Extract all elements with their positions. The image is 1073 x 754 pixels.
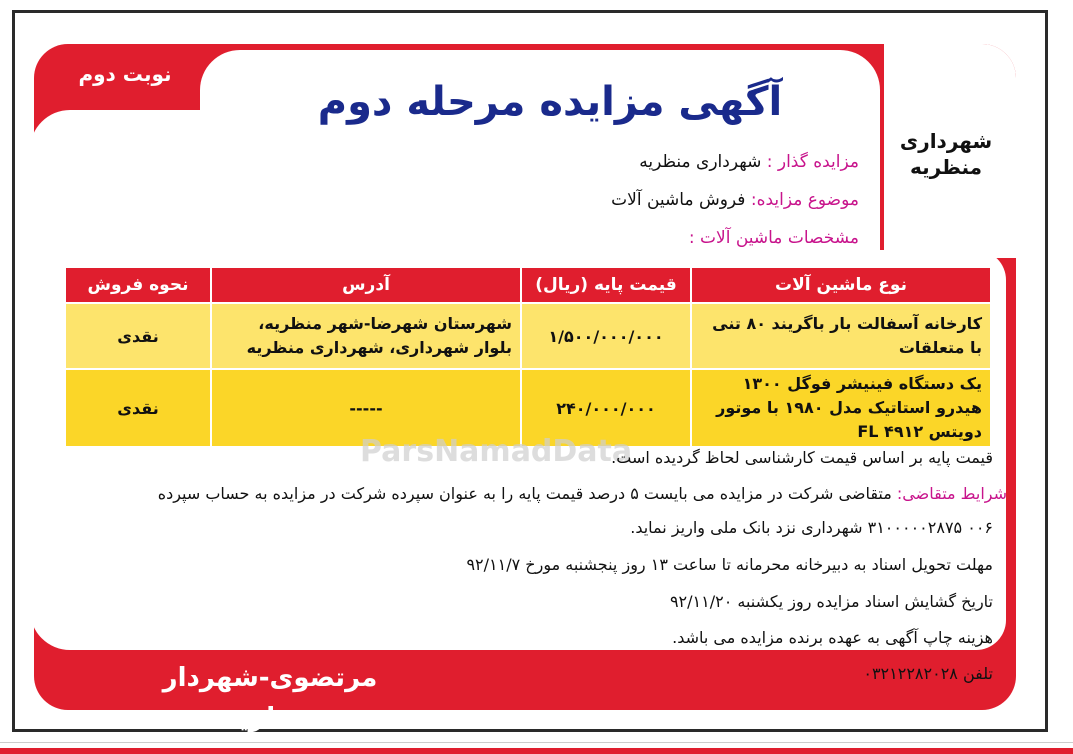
conditions-text: متقاضی شرکت در مزایده می بایست ۵ درصد قیمت پایه را به عنوان سپرده شرکت در مزایده به حساب سپرده <box>157 484 892 503</box>
header-address: آدرس <box>211 267 521 303</box>
base-price-note: قیمت پایه بر اساس قیمت کارشناسی لحاظ گردیده است. <box>611 448 993 467</box>
cell-price: ۱/۵۰۰/۰۰۰/۰۰۰ <box>521 303 691 369</box>
header-sale: نحوه فروش <box>65 267 211 303</box>
machinery-table <box>64 266 992 448</box>
cell-sale: نقدی <box>65 303 211 369</box>
cost-line: هزینه چاپ آگهی به عهده برنده مزایده می باشد. <box>672 628 993 647</box>
municipality-name: شهرداری منظریه <box>899 129 993 179</box>
divider <box>0 742 1073 743</box>
conditions-line <box>158 484 1007 503</box>
page-title: آگهی مزایده مرحله دوم <box>317 79 783 125</box>
cell-sale: نقدی <box>65 369 211 447</box>
conditions-account: ۰۰۶ ۳۱۰۰۰۰۰۲۸۷۵ شهرداری نزد بانک ملی واریز نماید. <box>630 518 993 537</box>
table-row <box>65 303 991 369</box>
subject-value: فروش ماشین آلات <box>611 190 746 210</box>
organizer-value: شهرداری منظریه <box>639 152 762 172</box>
watermark: ParsNamadData <box>360 434 633 469</box>
phone-number: تلفن ۰۳۲۱۲۲۸۲۰۲۸ <box>863 664 993 683</box>
table-header-row <box>65 267 991 303</box>
subject-line <box>611 190 859 210</box>
subject-label: موضوع مزایده: <box>750 190 859 210</box>
organizer-line <box>639 152 859 172</box>
conditions-label: شرایط متقاضی: <box>896 484 1007 503</box>
cell-machine: یک دستگاه فینیشر فوگل ۱۳۰۰ هیدرو استاتیک مدل ۱۹۸۰ با موتور دویتس ۴۹۱۲ FL <box>691 369 991 447</box>
deadline-line: مهلت تحویل اسناد به دبیرخانه محرمانه تا ساعت ۱۳ روز پنجشنبه مورخ ۹۲/۱۱/۷ <box>466 555 993 574</box>
bottom-bar <box>0 748 1073 754</box>
cell-address: ----- <box>211 369 521 447</box>
cell-machine: کارخانه آسفالت بار باگریند ۸۰ تنی با متعلقات <box>691 303 991 369</box>
round-badge: نوبت دوم <box>78 62 172 86</box>
opening-line: تاریخ گشایش اسناد مزایده روز یکشنبه ۹۲/۱۱/۲۰ <box>669 592 993 611</box>
signature: مرتضوی-شهردار منظریه <box>162 663 378 733</box>
organizer-label: مزایده گذار : <box>766 152 859 172</box>
header-price: قیمت پایه (ریال) <box>521 267 691 303</box>
header-machine: نوع ماشین آلات <box>691 267 991 303</box>
cell-price: ۲۴۰/۰۰۰/۰۰۰ <box>521 369 691 447</box>
specs-label: مشخصات ماشین آلات : <box>688 228 859 248</box>
cell-address: شهرستان شهرضا-شهر منظریه، بلوار شهرداری، شهرداری منظریه <box>211 303 521 369</box>
specs-line <box>689 228 859 248</box>
